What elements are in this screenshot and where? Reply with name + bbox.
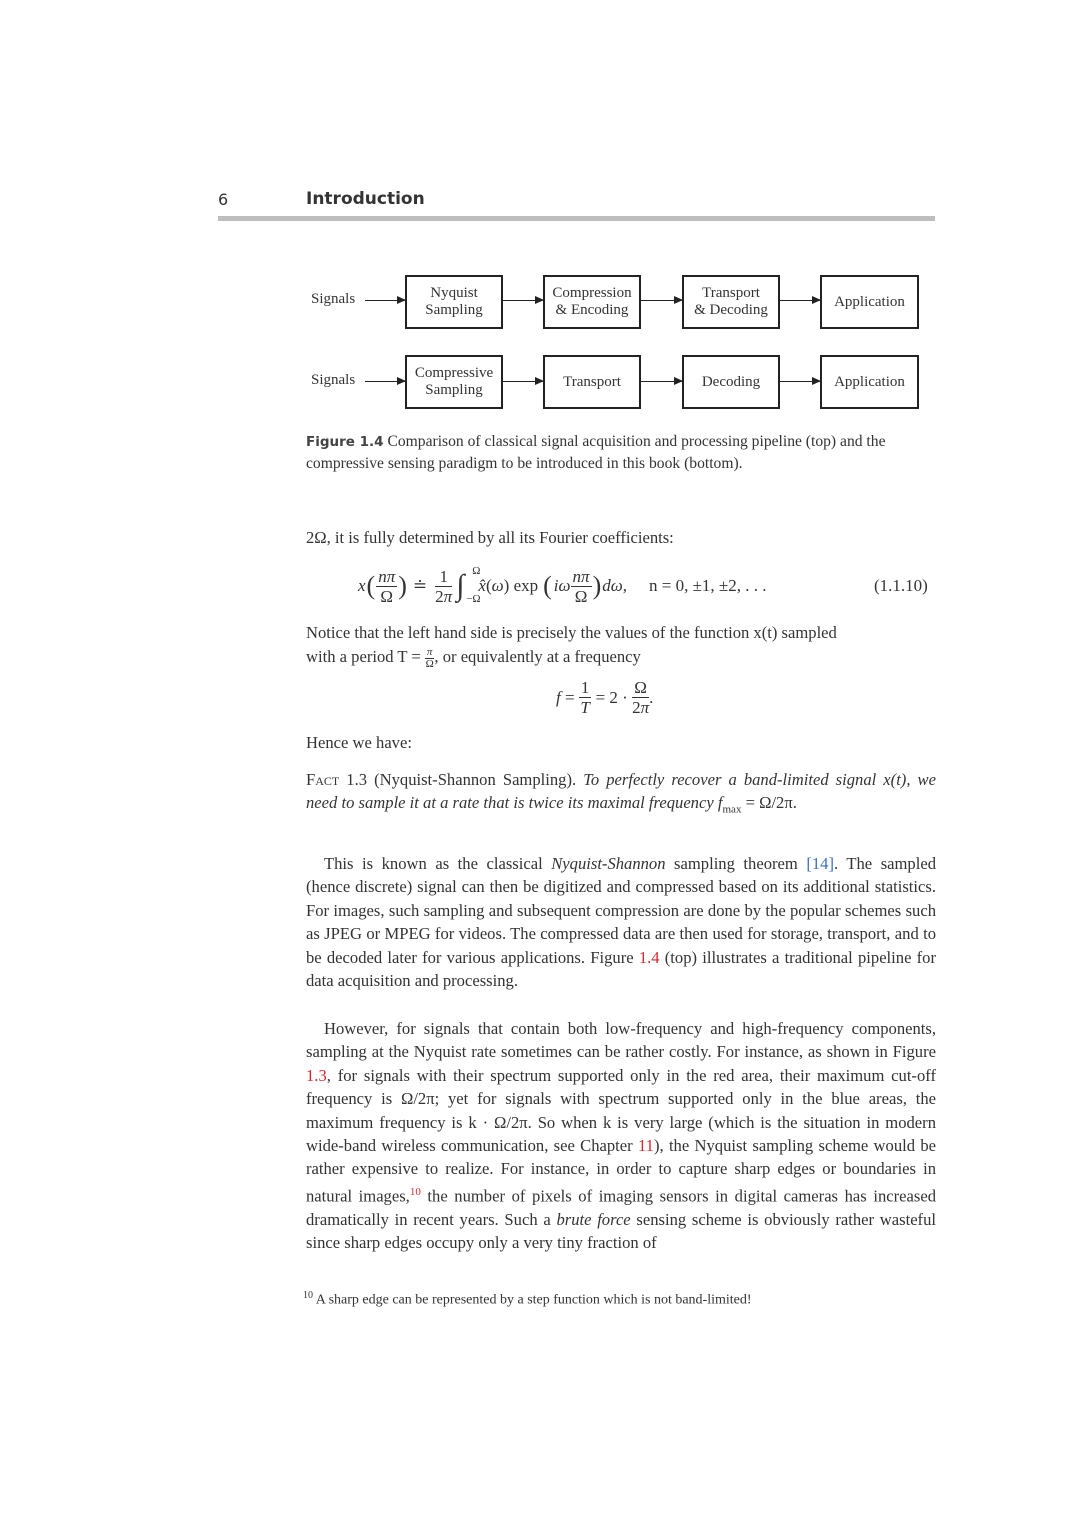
figure-caption: [306, 431, 936, 474]
box-line: Sampling: [425, 302, 483, 318]
box-line: Nyquist: [430, 285, 478, 301]
equation-number: (1.1.10): [874, 576, 928, 595]
compression-encoding-box: [543, 275, 641, 329]
header-rule: [218, 216, 935, 221]
paragraph-text: sampling theorem: [665, 854, 807, 873]
top-input-label: Signals: [311, 291, 356, 307]
arrow: [365, 300, 405, 301]
emphasis: brute force: [556, 1209, 631, 1229]
notice-line-2: with a period T = $\frac{\pi}{\Omega}$ , or equivalently at a frequency: [306, 645, 641, 670]
paragraph-text: sensing scheme is obviously rather wasteful since sharp edges occupy only a very tiny fraction of: [306, 1209, 936, 1253]
chapter-title: Introduction: [306, 189, 425, 209]
box-line: & Decoding: [694, 302, 768, 318]
paragraph-2: [306, 1017, 936, 1255]
figure-reference-link[interactable]: 1.3: [306, 1065, 327, 1085]
notice-line-1: Notice that the left hand side is precisely the values of the function x(t) sampled: [306, 623, 837, 642]
arrow: [365, 381, 405, 382]
paragraph-text: . The sampled (hence discrete) signal can then be digitized and compressed based on its additional statistics. For images, such sampling and subsequent compression are done by the popular schemes such as JPEG or MPEG for videos. The compressed data are then used for storage, transport, and to be decoded later for various applications. Figure: [306, 854, 936, 967]
bottom-input-label: Signals: [311, 372, 356, 388]
chapter-reference-link[interactable]: 11: [637, 1136, 654, 1156]
fact-statement: To perfectly recover a band-limited signal x(t), we need to sample it at a rate that is twice its maximal frequency: [306, 770, 936, 813]
page-number: 6: [218, 190, 229, 209]
box-line: Application: [834, 373, 905, 390]
footnote-text: A sharp edge can be represented by a step function which is not band-limited!: [315, 1292, 752, 1308]
hence-line: Hence we have:: [306, 733, 412, 752]
transport-box: [543, 355, 641, 409]
emphasis: Nyquist-Shannon: [551, 854, 666, 873]
equation-range: n = 0, ±1, ±2, . . .: [649, 576, 767, 595]
paragraph-text: (top) illustrates a traditional pipeline for data acquisition and processing.: [306, 947, 937, 991]
frequency-equation: f = $\frac{1}{T}$ = 2 · $\frac{\Omega}{2\pi}$ .: [556, 678, 654, 717]
box-line: & Encoding: [555, 302, 629, 318]
transport-decoding-box: [682, 275, 780, 329]
footnote-mark: 10: [303, 1290, 313, 1301]
arrow: [641, 300, 682, 301]
footnote: [303, 1290, 752, 1309]
fact-name: (Nyquist-Shannon Sampling).: [374, 770, 577, 789]
decoding-box: [682, 355, 780, 409]
fact-1-3: [306, 768, 936, 822]
paragraph-text: ), the Nyquist sampling scheme would be rather expensive to realize. For instance, in order to capture sharp edges or boundaries in natural images,: [306, 1136, 936, 1206]
paragraph-1: [306, 852, 936, 992]
fact-symbol: f: [717, 793, 723, 813]
box-line: Sampling: [425, 382, 483, 398]
intro-line: 2Ω, it is fully determined by all its Fourier coefficients:: [306, 528, 674, 547]
caption-text: Comparison of classical signal acquisition and processing pipeline (top) and the compressive sensing paradigm to be introduced in this book (bottom).: [306, 433, 886, 472]
notice-text: with a period T =: [306, 647, 421, 666]
application-box-top: [820, 275, 919, 329]
box-line: Compressive: [414, 365, 494, 381]
fact-subscript: max: [722, 803, 742, 816]
box-line: Transport: [563, 373, 621, 390]
arrow: [780, 300, 820, 301]
fact-end: = Ω/2π.: [741, 793, 797, 813]
nyquist-sampling-box: [405, 275, 503, 329]
arrow: [503, 300, 543, 301]
figure-reference-link[interactable]: 1.4: [638, 947, 660, 967]
notice-text: , or equivalently at a frequency: [434, 647, 641, 666]
arrow: [780, 381, 820, 382]
footnote-marker-link[interactable]: 10: [409, 1185, 421, 1198]
equation-1-1-10: x ( $\frac{n\pi}{\Omega}$ ) ≐ $\frac{1}{2\pi}$ ∫ Ω −Ω x̂(ω) exp ( iω $\frac{n\pi}{\Omega}$ ) dω, n = 0, ±1, ±2, . . .: [358, 565, 767, 606]
paragraph-text: This is known as the classical: [324, 854, 552, 873]
caption-label: Figure 1.4: [306, 434, 384, 450]
arrow: [503, 381, 543, 382]
paragraph-text: the number of pixels of imaging sensors in digital cameras has increased dramatically in recent years. Such a: [306, 1186, 936, 1229]
application-box-bottom: [820, 355, 919, 409]
compressive-sampling-box: [405, 355, 503, 409]
citation-link[interactable]: [14]: [806, 854, 834, 873]
box-line: Compression: [552, 285, 632, 301]
box-line: Transport: [702, 285, 760, 301]
box-line: Application: [834, 293, 905, 310]
box-line: Decoding: [701, 373, 761, 390]
arrow: [641, 381, 682, 382]
paragraph-text: However, for signals that contain both low-frequency and high-frequency components, sampling at the Nyquist rate sometimes can be rather costly. For instance, as shown in Figure: [306, 1019, 936, 1062]
paragraph-text: , for signals with their spectrum supported only in the red area, their maximum cut-off frequency is Ω/2π; yet for signals with spectrum supported only in the blue areas, the maximum frequency is k · Ω/2π. So when k is very large (which is the situation in modern wide-band wireless communication, see Chapter: [306, 1065, 936, 1156]
fact-label: Fact 1.3: [306, 770, 368, 789]
